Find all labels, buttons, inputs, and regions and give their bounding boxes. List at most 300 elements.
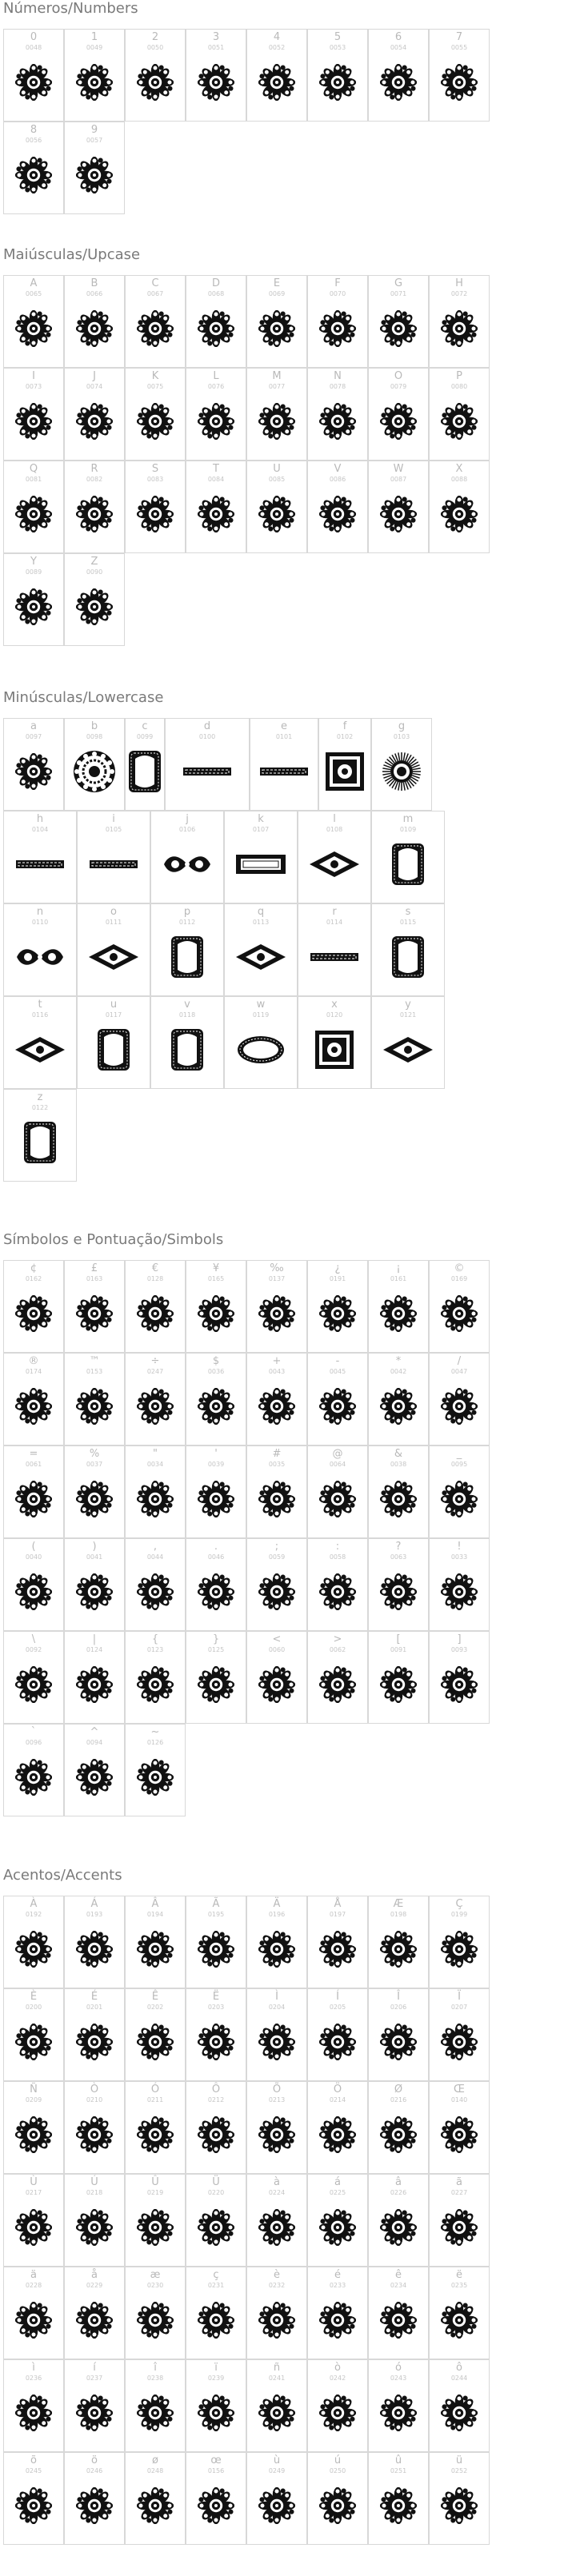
glyph-cell xyxy=(64,368,125,461)
glyph-code: 0077 xyxy=(268,383,286,390)
glyph-code: 0220 xyxy=(207,2189,225,2196)
floral-ornament-icon xyxy=(15,1295,52,1332)
glyph-cell xyxy=(64,2359,125,2452)
glyph-code: 0084 xyxy=(207,476,225,483)
glyph-character: Ú xyxy=(90,2176,98,2188)
glyph-cell xyxy=(307,461,368,553)
glyph-character: æ xyxy=(150,2269,161,2281)
glyph-character: É xyxy=(90,1991,98,2003)
diamond-ornament-icon xyxy=(14,1035,66,1064)
floral-ornament-icon xyxy=(15,2209,52,2246)
glyph-cell xyxy=(368,1538,429,1631)
glyph-code: 0121 xyxy=(399,1011,417,1019)
floral-ornament-icon xyxy=(76,1931,113,1968)
floral-ornament-icon xyxy=(441,310,478,347)
glyph-character: á xyxy=(334,2176,341,2188)
glyph-cell xyxy=(298,811,371,903)
floral-ornament-icon xyxy=(380,403,417,440)
glyph-character: = xyxy=(29,1448,38,1460)
glyph-cell xyxy=(368,1631,429,1724)
glyph-character: â xyxy=(395,2176,402,2188)
glyph-code: 0064 xyxy=(329,1461,346,1468)
glyph-cell xyxy=(64,1446,125,1538)
scroll-ornament-icon xyxy=(14,945,66,969)
glyph-code: 0234 xyxy=(390,2282,407,2289)
oval-frame-icon xyxy=(236,1035,286,1065)
glyph-cell xyxy=(307,1988,368,2081)
glyph-cell xyxy=(77,996,150,1089)
glyph-character: 3 xyxy=(212,31,220,43)
floral-ornament-icon xyxy=(380,496,417,532)
glyph-cell xyxy=(3,1724,64,1816)
glyph-cell xyxy=(224,811,298,903)
glyph-cell xyxy=(64,461,125,553)
glyph-code: 0169 xyxy=(450,1275,468,1282)
glyph-cell xyxy=(3,2359,64,2452)
glyph-code: 0076 xyxy=(207,383,225,390)
glyph-cell xyxy=(429,1260,490,1353)
floral-ornament-icon xyxy=(76,403,113,440)
glyph-cell xyxy=(125,368,186,461)
floral-ornament-icon xyxy=(319,1573,356,1610)
glyph-character: L xyxy=(213,370,219,382)
glyph-character: Å xyxy=(334,1898,342,1910)
glyph-code: 0060 xyxy=(268,1646,286,1653)
glyph-cell xyxy=(125,1538,186,1631)
glyph-character: r xyxy=(332,906,337,918)
floral-ornament-icon xyxy=(15,157,52,193)
glyph-cell xyxy=(64,2267,125,2359)
floral-ornament-icon xyxy=(137,310,174,347)
glyph-character: ê xyxy=(395,2269,402,2281)
glyph-code: 0080 xyxy=(450,383,468,390)
glyph-character: å xyxy=(91,2269,98,2281)
glyph-code: 0244 xyxy=(450,2375,468,2382)
floral-ornament-icon xyxy=(137,496,174,532)
glyph-character: h xyxy=(36,813,44,825)
floral-ornament-icon xyxy=(15,1481,52,1517)
glyph-code: 0211 xyxy=(146,2096,164,2103)
glyph-character: È xyxy=(30,1991,38,2003)
floral-ornament-icon xyxy=(258,2395,295,2431)
glyph-character: $ xyxy=(212,1355,220,1367)
glyph-cell xyxy=(186,1260,246,1353)
glyph-character: Ë xyxy=(212,1991,220,2003)
glyph-character: ™ xyxy=(89,1355,100,1367)
glyph-cell xyxy=(125,1724,186,1816)
floral-ornament-icon xyxy=(441,1666,478,1703)
glyph-character: # xyxy=(272,1448,282,1460)
glyph-code: 0071 xyxy=(390,290,407,297)
glyph-code: 0242 xyxy=(329,2375,346,2382)
glyph-code: 0073 xyxy=(25,383,42,390)
floral-ornament-icon xyxy=(137,1481,174,1517)
glyph-code: 0252 xyxy=(450,2467,468,2474)
glyph-cell xyxy=(186,1988,246,2081)
floral-ornament-icon xyxy=(198,1931,234,1968)
glyph-cell xyxy=(307,2081,368,2174)
glyph-code: 0107 xyxy=(252,826,270,833)
floral-ornament-icon xyxy=(15,2302,52,2339)
glyph-cell xyxy=(429,1631,490,1724)
glyph-cell xyxy=(307,1896,368,1988)
glyph-code: 0161 xyxy=(390,1275,407,1282)
glyph-code: 0100 xyxy=(198,733,216,740)
glyph-code: 0052 xyxy=(268,44,286,51)
glyph-cell xyxy=(246,461,307,553)
floral-ornament-icon xyxy=(380,2024,417,2060)
section-title: Minúsculas/Lowercase xyxy=(3,689,164,706)
floral-ornament-icon xyxy=(258,403,295,440)
glyph-character: p xyxy=(183,906,191,918)
floral-ornament-icon xyxy=(319,1388,356,1425)
floral-ornament-icon xyxy=(319,2302,356,2339)
glyph-cell xyxy=(429,275,490,368)
glyph-character: ä xyxy=(30,2269,37,2281)
floral-ornament-icon xyxy=(319,1666,356,1703)
glyph-character: & xyxy=(394,1448,403,1460)
glyph-cell xyxy=(246,368,307,461)
floral-ornament-icon xyxy=(380,1295,417,1332)
glyph-cell xyxy=(3,2267,64,2359)
glyph-cell xyxy=(3,2174,64,2267)
glyph-code: 0089 xyxy=(25,568,42,576)
glyph-cell xyxy=(371,996,445,1089)
glyph-cell xyxy=(246,1988,307,2081)
glyph-code: 0069 xyxy=(268,290,286,297)
glyph-cell xyxy=(307,29,368,122)
glyph-character: k xyxy=(258,813,264,825)
glyph-code: 0053 xyxy=(329,44,346,51)
glyph-code: 0056 xyxy=(25,137,42,144)
glyph-character: y xyxy=(405,999,411,1011)
glyph-code: 0200 xyxy=(25,2004,42,2011)
glyph-code: 0227 xyxy=(450,2189,468,2196)
glyph-cell xyxy=(64,1260,125,1353)
glyph-character: ] xyxy=(457,1633,462,1645)
glyph-cell xyxy=(307,2359,368,2452)
glyph-cell xyxy=(125,2174,186,2267)
glyph-character: b xyxy=(90,720,98,732)
floral-ornament-icon xyxy=(441,2209,478,2246)
glyph-cell xyxy=(429,1353,490,1446)
glyph-character: { xyxy=(151,1633,159,1645)
glyph-cell xyxy=(186,2174,246,2267)
floral-ornament-icon xyxy=(258,2024,295,2060)
glyph-cell xyxy=(368,2081,429,2174)
glyph-code: 0202 xyxy=(146,2004,164,2011)
glyph-code: 0065 xyxy=(25,290,42,297)
glyph-code: 0086 xyxy=(329,476,346,483)
glyph-code: 0217 xyxy=(25,2189,42,2196)
glyph-character: £ xyxy=(90,1262,98,1274)
glyph-character: \ xyxy=(31,1633,36,1645)
glyph-code: 0219 xyxy=(146,2189,164,2196)
glyph-character: ¿ xyxy=(334,1262,341,1274)
floral-ornament-icon xyxy=(76,310,113,347)
floral-ornament-icon xyxy=(198,2209,234,2246)
glyph-cell xyxy=(125,2267,186,2359)
glyph-character: v xyxy=(184,999,190,1011)
floral-ornament-icon xyxy=(137,2116,174,2153)
glyph-code: 0230 xyxy=(146,2282,164,2289)
floral-ornament-icon xyxy=(319,2487,356,2524)
floral-ornament-icon xyxy=(319,2116,356,2153)
glyph-code: 0102 xyxy=(336,733,354,740)
glyph-cell xyxy=(307,2174,368,2267)
glyph-code: 0033 xyxy=(450,1553,468,1561)
floral-ornament-icon xyxy=(137,2024,174,2060)
scroll-ornament-icon xyxy=(161,852,214,876)
glyph-code: 0058 xyxy=(329,1553,346,1561)
section-title: Acentos/Accents xyxy=(3,1867,122,1884)
floral-ornament-icon xyxy=(76,157,113,193)
floral-ornament-icon xyxy=(76,1295,113,1332)
glyph-cell xyxy=(429,1538,490,1631)
glyph-code: 0197 xyxy=(329,1911,346,1918)
glyph-character: Ç xyxy=(455,1898,463,1910)
glyph-character: ö xyxy=(91,2454,98,2466)
glyph-character: ~ xyxy=(150,1726,160,1738)
glyph-code: 0198 xyxy=(390,1911,407,1918)
glyph-character: Ñ xyxy=(30,2084,38,2095)
glyph-cell xyxy=(371,903,445,996)
glyph-code: 0067 xyxy=(146,290,164,297)
glyph-cell xyxy=(186,1631,246,1724)
glyph-code: 0048 xyxy=(25,44,42,51)
floral-ornament-icon xyxy=(380,310,417,347)
glyph-code: 0233 xyxy=(329,2282,346,2289)
glyph-cell xyxy=(368,2452,429,2545)
floral-ornament-icon xyxy=(76,1481,113,1517)
glyph-character: Ä xyxy=(273,1898,281,1910)
glyph-character: Ó xyxy=(150,2084,160,2095)
glyph-code: 0083 xyxy=(146,476,164,483)
glyph-code: 0106 xyxy=(178,826,196,833)
floral-ornament-icon xyxy=(198,2116,234,2153)
glyph-cell xyxy=(64,275,125,368)
glyph-cell xyxy=(3,1631,64,1724)
glyph-cell xyxy=(125,461,186,553)
glyph-code: 0096 xyxy=(25,1739,42,1746)
glyph-code: 0194 xyxy=(146,1911,164,1918)
glyph-code: 0059 xyxy=(268,1553,286,1561)
glyph-character: ‰ xyxy=(270,1262,284,1274)
long-border-bar-icon xyxy=(182,765,232,778)
glyph-cell xyxy=(186,2452,246,2545)
glyph-code: 0099 xyxy=(136,733,154,740)
glyph-code: 0192 xyxy=(25,1911,42,1918)
floral-ornament-icon xyxy=(76,2302,113,2339)
floral-ornament-icon xyxy=(137,2395,174,2431)
glyph-code: 0229 xyxy=(86,2282,103,2289)
glyph-cell xyxy=(246,29,307,122)
floral-ornament-icon xyxy=(15,2487,52,2524)
glyph-character: Q xyxy=(29,463,38,475)
floral-ornament-icon xyxy=(380,2395,417,2431)
floral-ornament-icon xyxy=(441,1295,478,1332)
glyph-code: 0105 xyxy=(105,826,122,833)
glyph-character: u xyxy=(110,999,118,1011)
glyph-cell xyxy=(125,2452,186,2545)
glyph-code: 0041 xyxy=(86,1553,103,1561)
glyph-cell xyxy=(246,2359,307,2452)
glyph-code: 0115 xyxy=(399,919,417,926)
glyph-code: 0239 xyxy=(207,2375,225,2382)
glyph-cell xyxy=(307,1538,368,1631)
glyph-code: 0120 xyxy=(326,1011,343,1019)
glyph-character: ^ xyxy=(90,1726,99,1738)
floral-ornament-icon xyxy=(441,2116,478,2153)
floral-ornament-icon xyxy=(258,1295,295,1332)
glyph-character: T xyxy=(213,463,219,475)
floral-ornament-icon xyxy=(258,2209,295,2246)
floral-ornament-icon xyxy=(15,310,52,347)
floral-ornament-icon xyxy=(137,1388,174,1425)
glyph-cell xyxy=(186,1446,246,1538)
glyph-character: * xyxy=(395,1355,402,1367)
glyph-character: ® xyxy=(28,1355,39,1367)
glyph-code: 0045 xyxy=(329,1368,346,1375)
glyph-character: M xyxy=(272,370,282,382)
glyph-character: + xyxy=(272,1355,282,1367)
glyph-cell xyxy=(125,1988,186,2081)
glyph-character: e xyxy=(281,720,287,732)
glyph-character: 1 xyxy=(90,31,98,43)
floral-ornament-icon xyxy=(198,1481,234,1517)
glyph-code: 0040 xyxy=(25,1553,42,1561)
floral-ornament-icon xyxy=(198,1573,234,1610)
glyph-cell xyxy=(3,1988,64,2081)
glyph-cell xyxy=(165,718,250,811)
ornate-frame-icon xyxy=(170,1027,205,1072)
glyph-cell xyxy=(368,2267,429,2359)
floral-ornament-icon xyxy=(441,1481,478,1517)
glyph-cell xyxy=(246,1896,307,1988)
floral-ornament-icon xyxy=(76,1666,113,1703)
glyph-character: ¢ xyxy=(30,1262,38,1274)
glyph-character: E xyxy=(273,277,281,289)
glyph-cell xyxy=(125,1260,186,1353)
glyph-code: 0232 xyxy=(268,2282,286,2289)
glyph-character: Ã xyxy=(212,1898,220,1910)
floral-ornament-icon xyxy=(15,1666,52,1703)
ornate-frame-icon xyxy=(22,1120,58,1165)
glyph-cell xyxy=(186,275,246,368)
long-border-bar-icon xyxy=(89,858,138,871)
glyph-cell xyxy=(3,996,77,1089)
glyph-code: 0243 xyxy=(390,2375,407,2382)
glyph-character: } xyxy=(212,1633,220,1645)
floral-ornament-icon xyxy=(319,310,356,347)
glyph-code: 0044 xyxy=(146,1553,164,1561)
glyph-character: ) xyxy=(92,1541,97,1553)
glyph-cell xyxy=(3,1089,77,1182)
glyph-code: 0195 xyxy=(207,1911,225,1918)
glyph-character: [ xyxy=(396,1633,401,1645)
glyph-cell xyxy=(125,718,165,811)
glyph-character: Ø xyxy=(394,2084,403,2095)
glyph-cell xyxy=(307,2267,368,2359)
glyph-code: 0137 xyxy=(268,1275,286,1282)
floral-ornament-icon xyxy=(15,753,52,790)
glyph-cell xyxy=(150,903,224,996)
glyph-character: î xyxy=(154,2362,157,2374)
glyph-code: 0123 xyxy=(146,1646,164,1653)
glyph-character: . xyxy=(214,1541,218,1553)
glyph-character: _ xyxy=(456,1448,462,1460)
glyph-code: 0063 xyxy=(390,1553,407,1561)
glyph-character: Â xyxy=(151,1898,159,1910)
glyph-code: 0095 xyxy=(450,1461,468,1468)
glyph-code: 0114 xyxy=(326,919,343,926)
glyph-character: ` xyxy=(30,1726,37,1738)
floral-ornament-icon xyxy=(76,64,113,101)
glyph-code: 0074 xyxy=(86,383,103,390)
glyph-character: ' xyxy=(214,1448,218,1460)
glyph-character: / xyxy=(457,1355,462,1367)
floral-ornament-icon xyxy=(198,1295,234,1332)
glyph-character: ü xyxy=(455,2454,463,2466)
glyph-code: 0110 xyxy=(31,919,49,926)
glyph-character: " xyxy=(153,1448,158,1460)
glyph-character: è xyxy=(274,2269,280,2281)
diamond-ornament-icon xyxy=(234,943,287,971)
glyph-code: 0034 xyxy=(146,1461,164,1468)
floral-ornament-icon xyxy=(137,403,174,440)
glyph-code: 0101 xyxy=(275,733,293,740)
glyph-cell xyxy=(3,718,64,811)
glyph-cell xyxy=(368,1260,429,1353)
glyph-cell xyxy=(368,1446,429,1538)
glyph-code: 0062 xyxy=(329,1646,346,1653)
glyph-character: Á xyxy=(90,1898,98,1910)
floral-ornament-icon xyxy=(198,496,234,532)
floral-ornament-icon xyxy=(137,1666,174,1703)
glyph-cell xyxy=(186,2359,246,2452)
glyph-code: 0165 xyxy=(207,1275,225,1282)
glyph-character: Î xyxy=(397,1991,400,2003)
section-title: Números/Numbers xyxy=(3,0,138,17)
floral-ornament-icon xyxy=(319,403,356,440)
glyph-cell xyxy=(64,2081,125,2174)
floral-ornament-icon xyxy=(76,496,113,532)
glyph-character: ë xyxy=(456,2269,462,2281)
floral-ornament-icon xyxy=(76,2209,113,2246)
floral-ornament-icon xyxy=(198,2302,234,2339)
floral-ornament-icon xyxy=(258,2487,295,2524)
floral-ornament-icon xyxy=(76,1573,113,1610)
glyph-character: Ì xyxy=(275,1991,278,2003)
floral-ornament-icon xyxy=(15,588,52,625)
glyph-character: ó xyxy=(395,2362,402,2374)
glyph-code: 0231 xyxy=(207,2282,225,2289)
glyph-cell xyxy=(368,1988,429,2081)
glyph-character: Z xyxy=(90,556,98,568)
glyph-cell xyxy=(429,2267,490,2359)
glyph-cell xyxy=(224,996,298,1089)
floral-ornament-icon xyxy=(380,2487,417,2524)
glyph-character: V xyxy=(334,463,342,475)
glyph-character: g xyxy=(398,720,406,732)
glyph-character: Õ xyxy=(272,2084,282,2095)
glyph-character: ã xyxy=(456,2176,462,2188)
glyph-code: 0078 xyxy=(329,383,346,390)
glyph-code: 0066 xyxy=(86,290,103,297)
glyph-cell xyxy=(64,1353,125,1446)
glyph-code: 0098 xyxy=(86,733,103,740)
glyph-code: 0228 xyxy=(25,2282,42,2289)
